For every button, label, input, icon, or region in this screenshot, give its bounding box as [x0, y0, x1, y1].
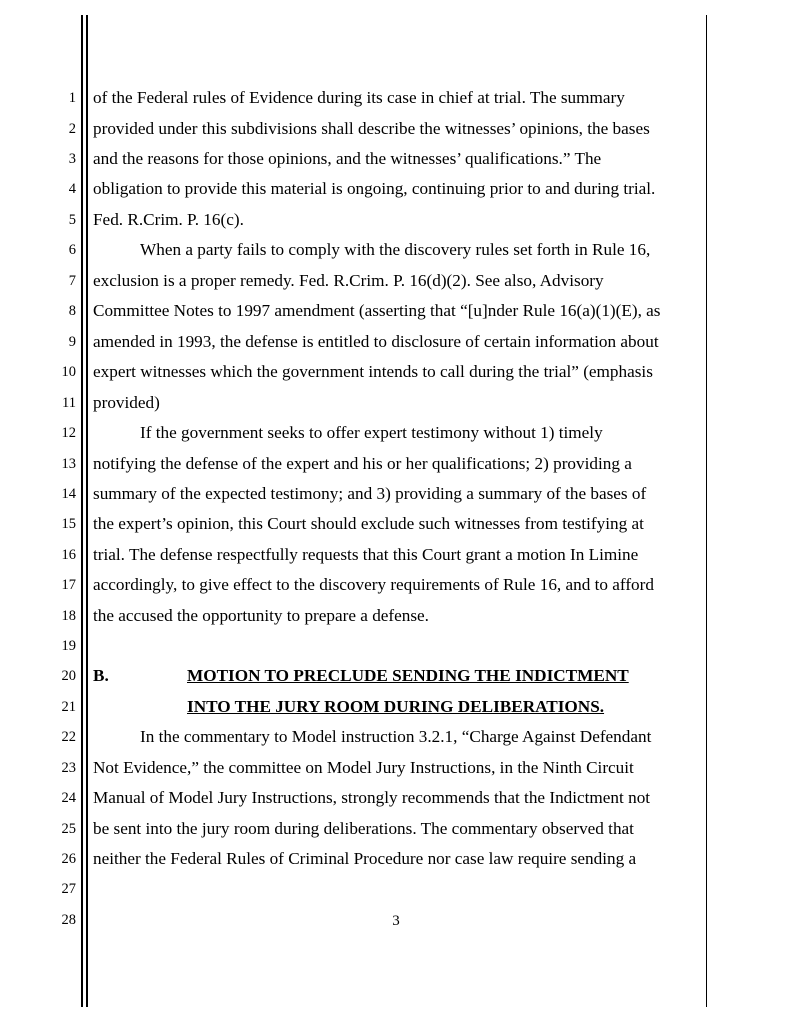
line-number: 14 — [61, 486, 76, 502]
line-number: 25 — [61, 821, 76, 837]
line-number: 10 — [61, 364, 76, 380]
body-text-line: Manual of Model Jury Instructions, strongly recommends that the Indictment not — [93, 788, 651, 807]
line-number: 4 — [68, 181, 76, 197]
body-text-line: the expert’s opinion, this Court should exclude such witnesses from testifying at — [93, 514, 644, 533]
line-number: 21 — [61, 699, 76, 715]
body-text-line: provided under this subdivisions shall describe the witnesses’ opinions, the bases — [93, 119, 650, 138]
body-text-line: If the government seeks to offer expert testimony without 1) timely — [140, 423, 603, 442]
body-text-line: obligation to provide this material is ongoing, continuing prior to and during trial. — [93, 179, 656, 198]
line-number: 6 — [68, 242, 76, 258]
line-number: 22 — [61, 729, 76, 745]
line-number: 28 — [61, 912, 76, 928]
body-text-line: When a party fails to comply with the discovery rules set forth in Rule 16, — [140, 240, 651, 259]
line-number: 7 — [68, 273, 76, 289]
line-number: 19 — [61, 638, 76, 654]
line-number: 12 — [61, 425, 76, 441]
line-number: 11 — [62, 395, 76, 411]
body-text-line: Not Evidence,” the committee on Model Jury Instructions, in the Ninth Circuit — [93, 758, 634, 777]
line-number: 16 — [61, 547, 76, 563]
left-margin-rule — [81, 15, 83, 1007]
section-heading: MOTION TO PRECLUDE SENDING THE INDICTMENT — [187, 666, 629, 685]
line-number: 15 — [61, 516, 76, 532]
line-number: 9 — [68, 334, 76, 350]
page-number: 3 — [392, 913, 400, 929]
body-text-line: exclusion is a proper remedy. Fed. R.Crim. P. 16(d)(2). See also, Advisory — [93, 271, 604, 290]
body-text-line: neither the Federal Rules of Criminal Procedure nor case law require sending a — [93, 849, 637, 868]
section-letter: B. — [93, 666, 109, 685]
body-text-line: and the reasons for those opinions, and the witnesses’ qualifications.” The — [93, 149, 602, 168]
body-text-line: amended in 1993, the defense is entitled to disclosure of certain information about — [93, 332, 659, 351]
line-number: 23 — [61, 760, 76, 776]
line-number: 5 — [68, 212, 76, 228]
line-number: 13 — [61, 456, 76, 472]
line-number: 20 — [61, 668, 76, 684]
body-text-line: expert witnesses which the government intends to call during the trial” (emphasis — [93, 362, 653, 381]
body-text-line: of the Federal rules of Evidence during its case in chief at trial. The summary — [93, 88, 625, 107]
line-number: 26 — [61, 851, 76, 867]
line-number: 24 — [61, 790, 76, 806]
body-text-line: provided) — [93, 393, 160, 412]
body-text-line: In the commentary to Model instruction 3.2.1, “Charge Against Defendant — [140, 727, 652, 746]
line-number: 8 — [68, 303, 76, 319]
body-text-line: accordingly, to give effect to the discovery requirements of Rule 16, and to afford — [93, 575, 654, 594]
body-text-line: trial. The defense respectfully requests that this Court grant a motion In Limine — [93, 545, 639, 564]
left-margin-rule-inner — [86, 15, 88, 1007]
body-text-line: the accused the opportunity to prepare a defense. — [93, 606, 429, 625]
body-text-line: notifying the defense of the expert and his or her qualifications; 2) providing a — [93, 454, 632, 473]
line-number: 18 — [61, 608, 76, 624]
line-number: 17 — [61, 577, 76, 593]
body-text-line: Committee Notes to 1997 amendment (asserting that “[u]nder Rule 16(a)(1)(E), as — [93, 301, 661, 320]
body-text-line: summary of the expected testimony; and 3) providing a summary of the bases of — [93, 484, 647, 503]
line-number: 27 — [61, 881, 76, 897]
section-heading: INTO THE JURY ROOM DURING DELIBERATIONS. — [187, 697, 605, 716]
body-text-line: Fed. R.Crim. P. 16(c). — [93, 210, 244, 229]
line-number: 1 — [68, 90, 76, 106]
line-number: 3 — [68, 151, 76, 167]
line-number: 2 — [68, 121, 76, 137]
body-text-line: be sent into the jury room during deliberations. The commentary observed that — [93, 819, 634, 838]
right-margin-rule — [706, 15, 707, 1007]
